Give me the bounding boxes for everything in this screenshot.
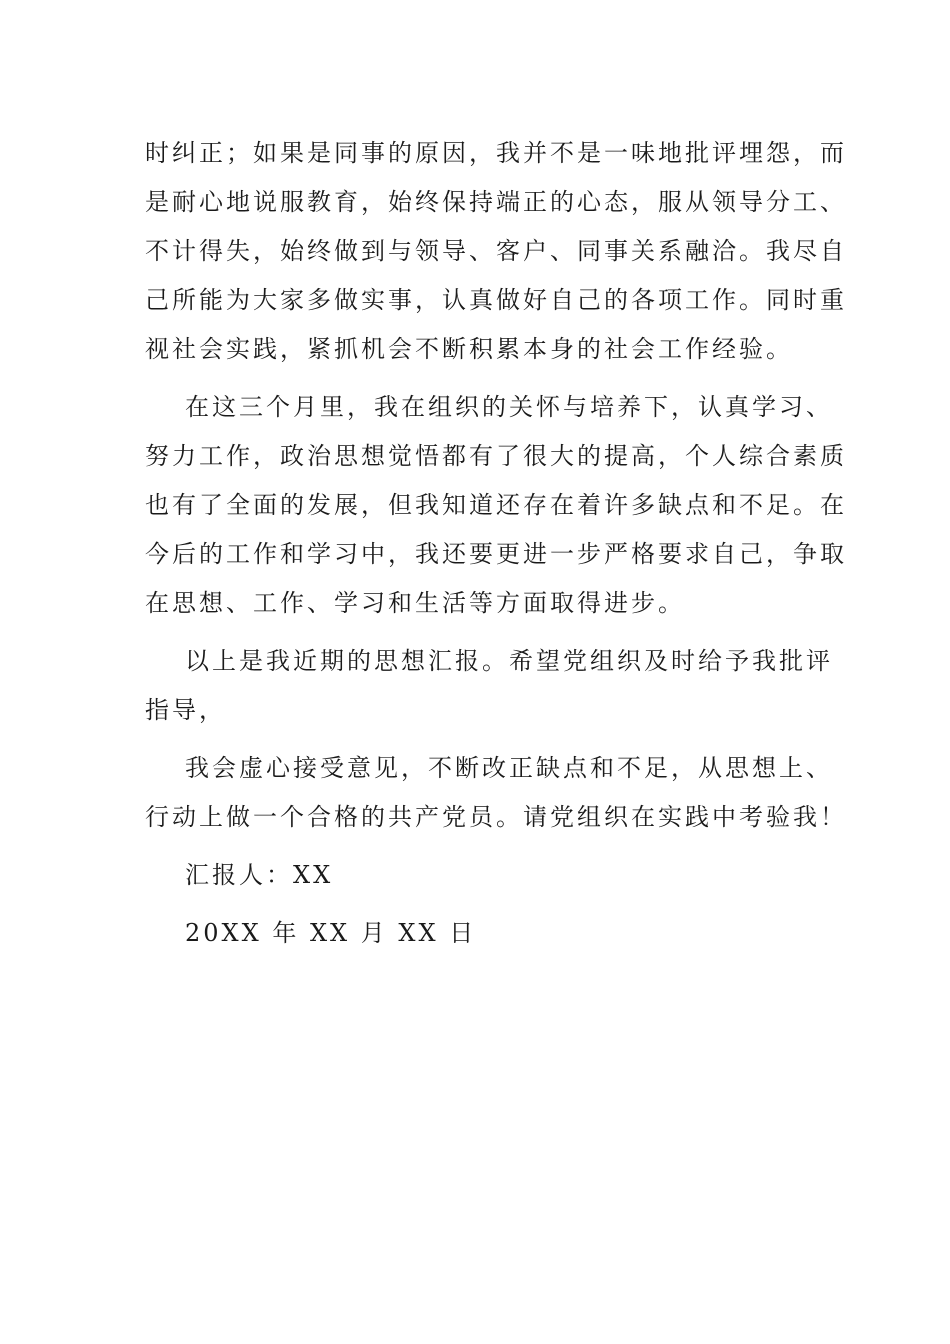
text-line: 也有了全面的发展，但我知道还存在着许多缺点和不足。在	[145, 491, 847, 519]
signature-block	[145, 851, 810, 958]
reporter-name: 汇报人：XX	[185, 861, 334, 889]
paragraph-three-months	[145, 383, 847, 628]
text-line: 以上是我近期的思想汇报。希望党组织及时给予我批评	[185, 647, 833, 675]
paragraph-work-attitude	[145, 129, 847, 374]
text-line: 不计得失，始终做到与领导、客户、同事关系融洽。我尽自	[145, 237, 847, 265]
text-line: 时纠正；如果是同事的原因，我并不是一味地批评埋怨，而	[145, 139, 847, 167]
text-line: 今后的工作和学习中，我还要更进一步严格要求自己，争取	[145, 540, 847, 568]
document-body	[145, 129, 847, 958]
text-line: 是耐心地说服教育，始终保持端正的心态，服从领导分工、	[145, 188, 847, 216]
text-line: 我会虚心接受意见，不断改正缺点和不足，从思想上、	[185, 754, 833, 782]
text-line: 行动上做一个合格的共产党员。请党组织在实践中考验我！	[145, 803, 847, 831]
paragraph-commitment	[145, 744, 847, 842]
text-line: 努力工作，政治思想觉悟都有了很大的提高，个人综合素质	[145, 442, 847, 470]
text-line: 在思想、工作、学习和生活等方面取得进步。	[145, 589, 685, 617]
paragraph-report-request	[145, 637, 833, 735]
text-line: 己所能为大家多做实事，认真做好自己的各项工作。同时重	[145, 286, 847, 314]
text-line: 视社会实践，紧抓机会不断积累本身的社会工作经验。	[145, 335, 793, 363]
text-line: 指导，	[145, 696, 226, 724]
text-line: 在这三个月里，我在组织的关怀与培养下，认真学习、	[185, 393, 833, 421]
report-date: 20XX 年 XX 月 XX 日	[185, 919, 477, 947]
